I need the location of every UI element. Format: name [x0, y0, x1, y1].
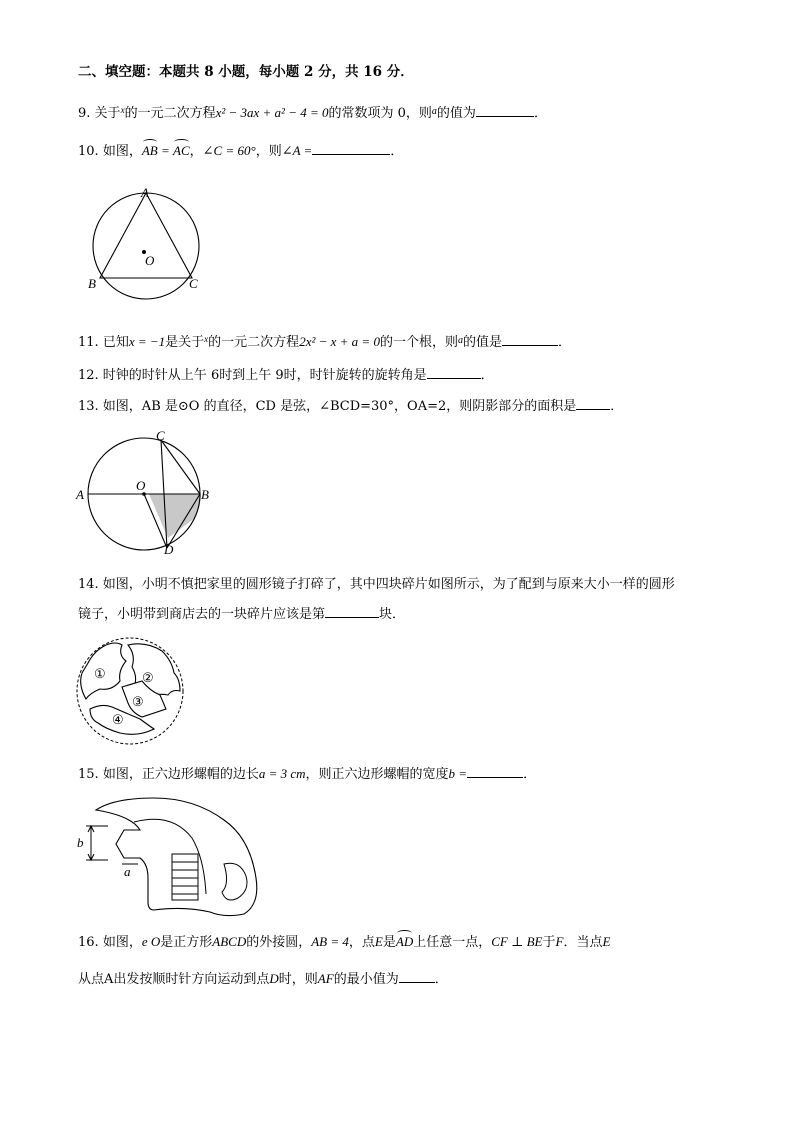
q12-end: ． [480, 368, 494, 383]
q10-equals: = [157, 143, 173, 158]
q16-text-4: ，点 [348, 935, 375, 950]
q9-text-4: 的值为 [436, 106, 476, 121]
q16-text-10: 时，则 [278, 972, 318, 987]
q11-var-x: x [204, 334, 209, 344]
q15-adjust-screw [172, 854, 198, 900]
question-15 [78, 765, 536, 784]
q10-number: 10. [78, 144, 103, 159]
q10-text-3: ，则 [255, 144, 282, 159]
q10-answer-blank[interactable] [312, 142, 390, 155]
q15-answer-blank[interactable] [467, 765, 523, 778]
q11-answer-blank[interactable] [502, 333, 558, 346]
q14-figure [76, 633, 184, 749]
q9-end: ． [533, 106, 547, 121]
q10-label-c: C [189, 276, 198, 291]
q16-text-6: 上任意一点， [413, 935, 492, 950]
q13-text: 13. 如图，AB 是⊙O 的直径，CD 是弦，∠BCD=30°，OA=2，则阴影部分的面积是 [78, 399, 577, 414]
question-16-line-2 [78, 970, 448, 989]
q10-arc-ab: AB [141, 143, 158, 158]
q13-label-b: B [201, 487, 209, 502]
q10-circle [93, 193, 199, 299]
q11-end: ． [557, 335, 571, 350]
q11-condition: x = −1 [128, 334, 166, 349]
q15-label-b: b [77, 835, 84, 850]
q11-text-1: 已知 [102, 335, 129, 350]
q13-end: ． [610, 399, 624, 414]
q16-number: 16. [78, 935, 103, 950]
q13-label-a: A [76, 487, 84, 502]
q10-label-a: A [141, 185, 149, 200]
q10-text-2: ， [189, 144, 203, 159]
q16-answer-blank[interactable] [399, 970, 435, 983]
question-14-line-2 [78, 605, 405, 624]
q11-equation: 2x² − x + a = 0 [299, 334, 380, 349]
q13-label-c: C [156, 428, 165, 443]
q16-text-8: ．当点 [563, 935, 603, 950]
q16-perpendicular: CF ⊥ BE [491, 934, 543, 949]
question-16-line-1 [78, 933, 610, 952]
q11-text-5: 的值是 [462, 335, 502, 350]
question-13 [78, 397, 623, 416]
q14-answer-blank[interactable] [325, 605, 379, 618]
q12-answer-blank[interactable] [427, 366, 481, 379]
q14-piece-label-1: ① [94, 666, 106, 681]
q16-text-5: 是 [382, 935, 396, 950]
q13-figure [74, 426, 216, 556]
q16-segment-af: AF [317, 971, 334, 986]
q16-point-e: E [374, 934, 383, 949]
q10-label-b: B [88, 276, 96, 291]
q14-piece-label-2: ② [142, 670, 154, 685]
q13-label-o: O [136, 478, 146, 493]
q15-number: 15. [78, 767, 103, 782]
q12-text: 12. 时钟的时针从上午 6时到上午 9时，时针旋转的旋转角是 [78, 368, 427, 383]
q16-point-e-2: E [602, 934, 611, 949]
q11-text-4: 的一个根，则 [379, 335, 458, 350]
q13-answer-blank[interactable] [576, 397, 610, 410]
q16-end: ． [434, 972, 448, 987]
q15-text-2: ，则正六边形螺帽的宽度 [305, 767, 449, 782]
q15-end: ． [523, 767, 537, 782]
q11-text-2: 是关于 [165, 335, 205, 350]
q10-arc-ac: AC [173, 143, 190, 158]
q13-segment-cb [161, 440, 200, 494]
q15-condition: a = 3 cm [258, 766, 306, 781]
q16-square: ABCD [212, 934, 247, 949]
q10-label-o: O [145, 253, 155, 268]
q15-ask: b = [448, 766, 468, 781]
q10-ask: ∠A = [281, 143, 313, 158]
q15-text-1: 如图，正六边形螺帽的边长 [102, 767, 259, 782]
q9-equation: x² − 3ax + a² − 4 = 0 [215, 105, 329, 120]
q16-text-1: 如图， [102, 935, 142, 950]
q9-var-x: x [120, 105, 125, 115]
q11-var-a: a [457, 335, 463, 346]
q16-text-3: 的外接圆， [246, 935, 312, 950]
question-12 [78, 366, 494, 385]
section-heading: 二、填空题：本题共 8 小题，每小题 2 分，共 16 分． [78, 64, 414, 80]
q16-text-7: 于 [542, 935, 556, 950]
q9-text-2: 的一元二次方程 [124, 106, 216, 121]
q14-piece-label-3: ③ [132, 694, 144, 709]
q16-condition: AB = 4 [311, 934, 349, 949]
q9-number: 9. [78, 106, 95, 121]
q16-point-f: F [555, 934, 564, 949]
question-11 [78, 330, 571, 352]
question-9 [78, 101, 547, 123]
q10-figure [84, 184, 208, 300]
q14-text-b: 块． [379, 607, 406, 622]
q13-label-d: D [164, 542, 174, 557]
q16-point-d: D [269, 971, 279, 986]
q16-text-9: 从点A出发按顺时针方向运动到点 [78, 972, 270, 987]
q16-circle: e O [141, 934, 161, 949]
q14-piece-label-4: ④ [112, 712, 124, 727]
q16-text-2: 是正方形 [160, 935, 213, 950]
question-10 [78, 142, 403, 161]
q16-text-11: 的最小值为 [333, 972, 399, 987]
q9-text-1: 关于 [94, 106, 121, 121]
q13-shaded-region [149, 494, 201, 538]
q10-end: ． [390, 144, 404, 159]
q16-arc-ad: AD [395, 934, 414, 949]
q10-text-1: 如图， [102, 144, 142, 159]
q9-text-3: 的常数项为 0，则 [328, 106, 432, 121]
q14-text-a: 镜子，小明带到商店去的一块碎片应该是第 [78, 607, 326, 622]
q9-var-a: a [431, 106, 437, 117]
q15-label-a: a [124, 864, 131, 879]
q11-number: 11. [78, 335, 103, 350]
q9-answer-blank[interactable] [476, 104, 534, 117]
q11-text-3: 的一元二次方程 [208, 335, 300, 350]
q10-condition: ∠C = 60° [202, 143, 256, 158]
question-14-line-1: 14. 如图，小明不慎把家里的圆形镜子打碎了，其中四块碎片如图所示，为了配到与原来大小一样的圆形 [78, 577, 675, 592]
q15-figure [74, 794, 264, 918]
